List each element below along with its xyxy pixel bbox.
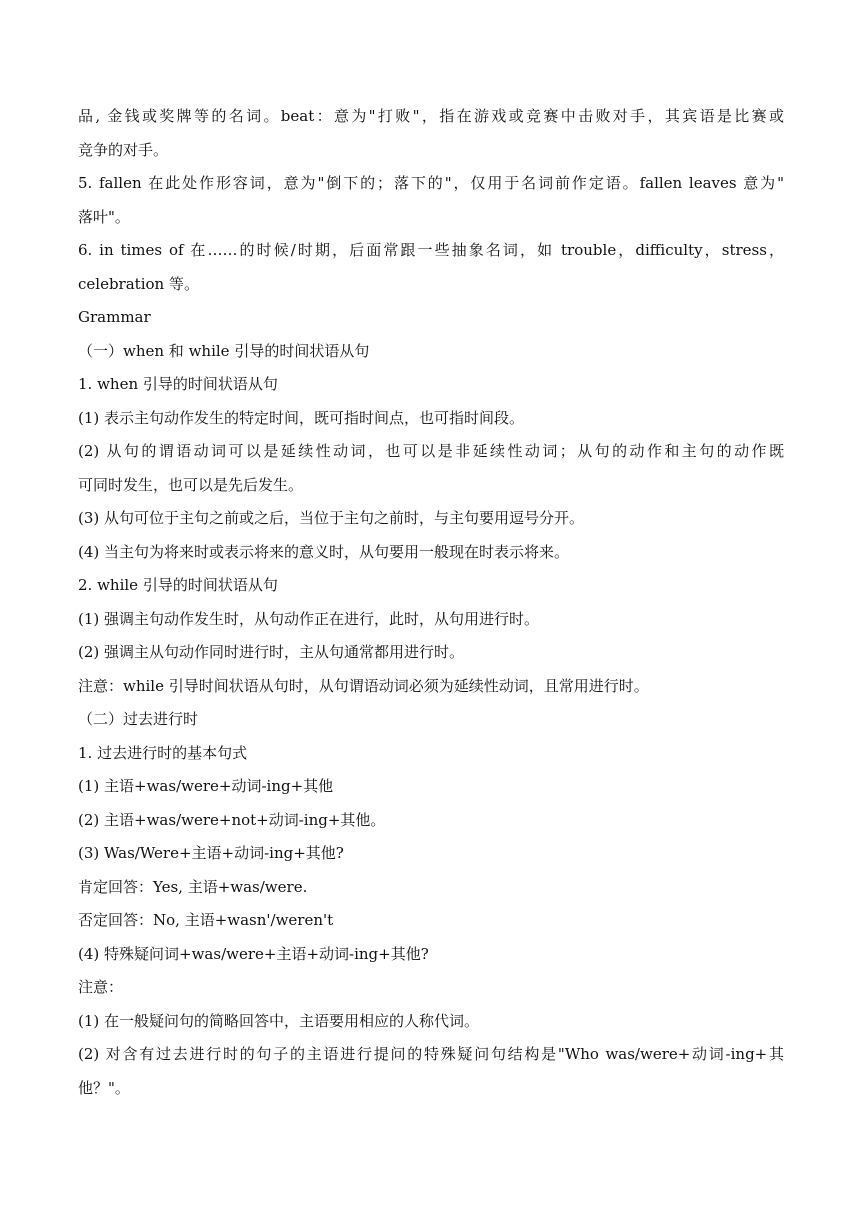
text-line: (2) 强调主从句动作同时进行时，主从句通常都用进行时。 — [78, 643, 465, 661]
section-heading-grammar: Grammar — [78, 308, 151, 326]
text-line: (4) 特殊疑问词+was/were+主语+动词-ing+其他? — [78, 944, 429, 963]
text-line: 竞争的对手。 — [78, 140, 169, 159]
text-line: 可同时发生，也可以是先后发生。 — [78, 475, 304, 494]
text-line: (2) 对含有过去进行时的句子的主语进行提问的特殊疑问句结构是"Who was/were+动词-ing+其 — [78, 1045, 784, 1063]
text-line: (2) 主语+was/were+not+动词-ing+其他。 — [78, 810, 386, 829]
text-line: (1) 表示主句动作发生的特定时间，既可指时间点，也可指时间段。 — [78, 408, 525, 427]
subsection-heading: （一）when 和 while 引导的时间状语从句 — [78, 341, 370, 360]
text-line: (1) 强调主句动作发生时，从句动作正在进行，此时，从句用进行时。 — [78, 609, 540, 628]
item-heading: 2. while 引导的时间状语从句 — [78, 576, 278, 594]
item-heading: 1. when 引导的时间状语从句 — [78, 375, 278, 393]
text-line: (4) 当主句为将来时或表示将来的意义时，从句要用一般现在时表示将来。 — [78, 542, 570, 561]
text-line: 6. in times of 在……的时候/时期，后面常跟一些抽象名词，如 trouble，difficulty，stress， — [78, 241, 784, 259]
text-line: 5. fallen 在此处作形容词，意为"倒下的；落下的"，仅用于名词前作定语。fallen leaves 意为" — [78, 174, 784, 192]
text-line: 肯定回答：Yes, 主语+was/were. — [78, 877, 308, 896]
text-line: 落叶"。 — [78, 207, 130, 226]
text-line: (3) Was/Were+主语+动词-ing+其他? — [78, 844, 344, 862]
text-line: (2) 从句的谓语动词可以是延续性动词，也可以是非延续性动词；从句的动作和主句的动作既 — [78, 442, 784, 460]
note-line: 注意： — [78, 978, 124, 996]
note-line: 注意：while 引导时间状语从句时，从句谓语动词必须为延续性动词，且常用进行时。 — [78, 676, 649, 695]
subsection-heading: （二）过去进行时 — [78, 710, 199, 728]
document-body — [78, 100, 784, 1105]
item-heading: 1. 过去进行时的基本句式 — [78, 743, 248, 762]
text-line: (3) 从句可位于主句之前或之后，当位于主句之前时，与主句要用逗号分开。 — [78, 509, 585, 527]
text-line: (1) 在一般疑问句的简略回答中，主语要用相应的人称代词。 — [78, 1011, 480, 1030]
text-line: (1) 主语+was/were+动词-ing+其他 — [78, 777, 334, 795]
text-line: 品, 金钱或奖牌等的名词。beat：意为"打败"，指在游戏或竞赛中击败对手，其宾语是比赛或 — [78, 107, 784, 125]
text-line: celebration 等。 — [78, 274, 199, 293]
text-line: 他？"。 — [78, 1078, 130, 1097]
text-line: 否定回答：No, 主语+wasn'/weren't — [78, 911, 334, 929]
